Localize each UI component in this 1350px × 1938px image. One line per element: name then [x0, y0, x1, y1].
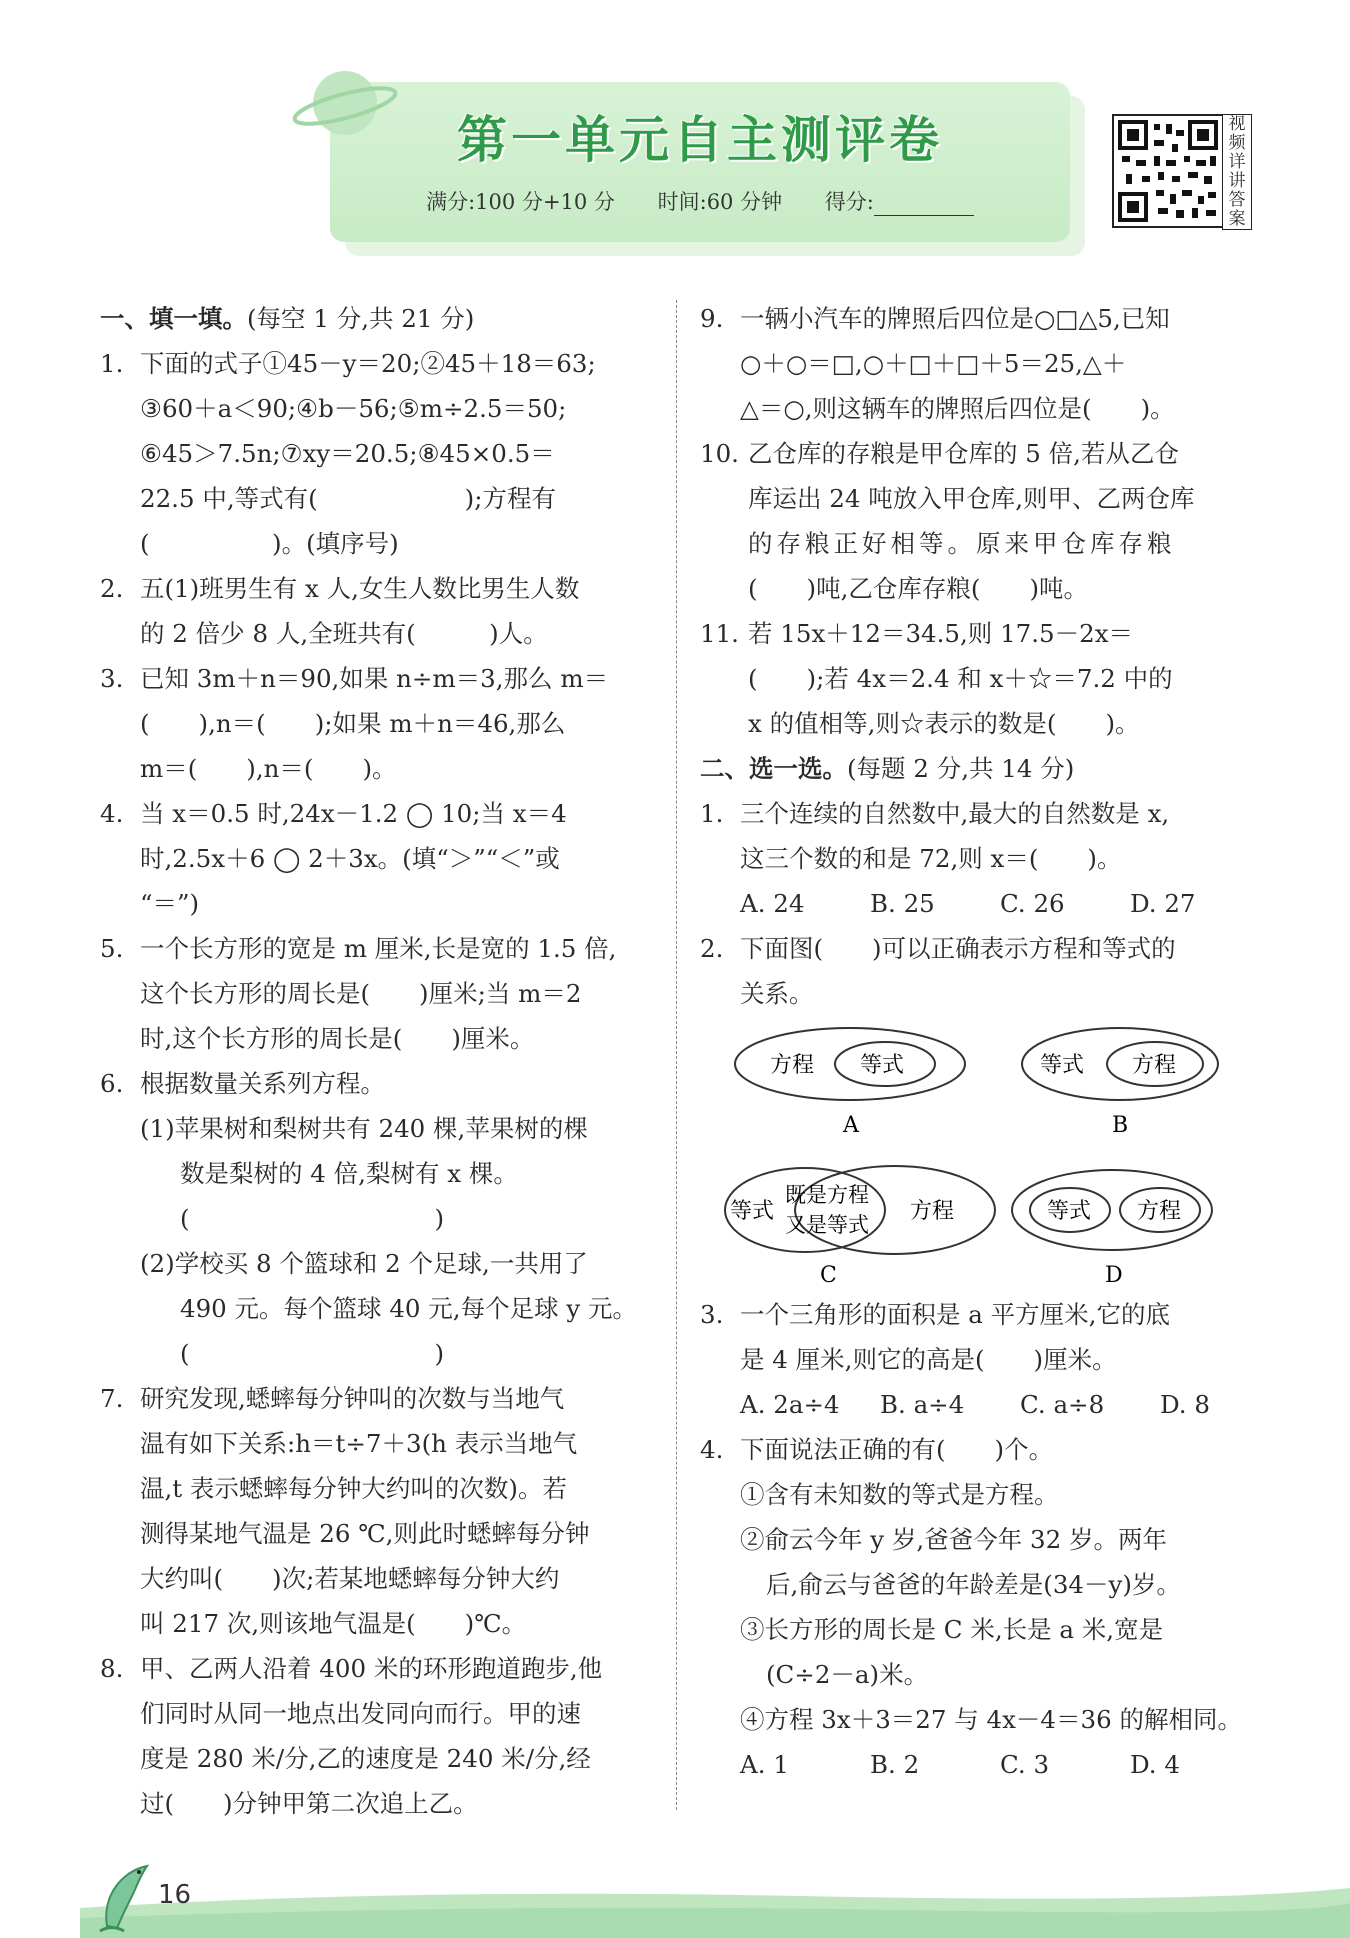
question-number: 1. — [700, 799, 724, 828]
section-1-title: 一、填一填。 — [100, 304, 247, 333]
dolphin-icon — [92, 1856, 162, 1936]
question-line: 的 2 倍少 8 人,全班共有( )人。 — [140, 619, 548, 648]
question-4 — [100, 791, 660, 926]
diagram-c-overlap-line-1: 既是方程 — [785, 1183, 869, 1207]
option-c[interactable]: C. 3 — [1000, 1750, 1050, 1779]
answer-blank[interactable]: ( ) — [180, 1339, 445, 1368]
statement-1: ①含有未知数的等式是方程。 — [740, 1480, 1059, 1509]
question-line: 已知 3m＋n＝90,如果 n÷m＝3,那么 m＝ — [140, 664, 609, 693]
diagram-a[interactable] — [735, 1028, 965, 1138]
question-1 — [100, 341, 660, 566]
question-line: △＝○,则这辆车的牌照后四位是( )。 — [740, 394, 1175, 423]
question-number: 1. — [100, 349, 124, 378]
question-line: 时,2.5x＋6 ◯ 2＋3x。(填“＞”“＜”或 — [140, 844, 560, 873]
page-title: 第一单元自主测评卷 — [457, 111, 943, 169]
choice-1 — [700, 791, 1260, 881]
choice-1-options — [700, 881, 1260, 926]
option-d[interactable]: D. 27 — [1130, 889, 1196, 918]
question-line: ( )。(填序号) — [140, 529, 399, 558]
question-line: ( )吨,乙仓库存粮( )吨。 — [748, 574, 1089, 603]
option-d[interactable]: D. 4 — [1130, 1750, 1180, 1779]
section-1-heading — [100, 296, 660, 341]
option-b[interactable]: B. 2 — [870, 1750, 920, 1779]
qr-code-icon[interactable] — [1112, 114, 1224, 228]
statement-3: ③长方形的周长是 C 米,长是 a 米,宽是 — [740, 1615, 1164, 1644]
diagram-c-right-label: 方程 — [910, 1199, 955, 1224]
question-line: 过( )分钟甲第二次追上乙。 — [140, 1789, 478, 1818]
exam-meta — [330, 186, 1070, 216]
right-column — [700, 296, 1260, 1787]
question-line: 490 元。每个篮球 40 元,每个足球 y 元。 — [180, 1294, 638, 1323]
option-a[interactable]: A. 2a÷4 — [740, 1390, 840, 1419]
diagram-a-inner-label: 等式 — [860, 1053, 905, 1078]
choice-2 — [700, 926, 1260, 1016]
question-line: 度是 280 米/分,乙的速度是 240 米/分,经 — [140, 1744, 591, 1773]
question-line: x 的值相等,则☆表示的数是( )。 — [748, 709, 1140, 738]
question-line: 是 4 厘米,则它的高是( )厘米。 — [740, 1345, 1117, 1374]
question-10 — [700, 431, 1260, 611]
section-2-title: 二、选一选。 — [700, 754, 847, 783]
question-line: ③60＋a＜90;④b－56;⑤m÷2.5＝50; — [140, 394, 567, 423]
page-number: 16 — [158, 1880, 192, 1910]
diagram-c-left-label: 等式 — [730, 1199, 775, 1224]
question-line: 数是梨树的 4 倍,梨树有 x 棵。 — [180, 1159, 518, 1188]
diagram-d-left-label: 等式 — [1047, 1199, 1092, 1224]
question-line: 五(1)班男生有 x 人,女生人数比男生人数 — [140, 574, 580, 603]
diagram-b-inner-label: 方程 — [1132, 1053, 1177, 1078]
question-line: 一辆小汽车的牌照后四位是○□△5,已知 — [740, 304, 1170, 333]
score-field — [825, 190, 974, 214]
option-d[interactable]: D. 8 — [1160, 1390, 1210, 1419]
question-line: 叫 217 次,则该地气温是( )℃。 — [140, 1609, 527, 1638]
question-line: (1)苹果树和梨树共有 240 棵,苹果树的棵 — [140, 1114, 588, 1143]
option-c[interactable]: C. 26 — [1000, 889, 1065, 918]
question-number: 2. — [700, 934, 724, 963]
column-divider — [676, 300, 677, 1810]
question-3 — [100, 656, 660, 791]
question-line: ⑥45＞7.5n;⑦xy＝20.5;⑧45×0.5＝ — [140, 439, 555, 468]
question-number: 4. — [100, 799, 124, 828]
question-number: 3. — [700, 1300, 724, 1329]
question-line: 这三个数的和是 72,则 x＝( )。 — [740, 844, 1122, 873]
question-number: 10. — [700, 439, 739, 468]
question-line: 下面图( )可以正确表示方程和等式的 — [740, 934, 1176, 963]
question-line: 若 15x＋12＝34.5,则 17.5－2x＝ — [748, 619, 1134, 648]
question-number: 5. — [100, 934, 124, 963]
question-line: ○＋○＝□,○＋□＋□＋5＝25,△＋ — [740, 349, 1127, 378]
option-a[interactable]: A. 24 — [740, 889, 805, 918]
question-line: 温有如下关系:h＝t÷7＋3(h 表示当地气 — [140, 1429, 578, 1458]
question-line: 甲、乙两人沿着 400 米的环形跑道跑步,他 — [140, 1654, 603, 1683]
question-line: 三个连续的自然数中,最大的自然数是 x, — [740, 799, 1170, 828]
question-line: 下面说法正确的有( )个。 — [740, 1435, 1054, 1464]
question-number: 11. — [700, 619, 739, 648]
question-line: 一个长方形的宽是 m 厘米,长是宽的 1.5 倍, — [140, 934, 617, 963]
qr-caption: 视频详讲答案 — [1222, 114, 1252, 230]
option-b[interactable]: B. 25 — [870, 889, 935, 918]
option-a[interactable]: A. 1 — [740, 1750, 789, 1779]
full-score: 满分:100 分+10 分 — [426, 190, 615, 214]
question-line: m＝( ),n＝( )。 — [140, 754, 397, 783]
question-line: 们同时从同一地点出发同向而行。甲的速 — [140, 1699, 581, 1728]
question-line: 下面的式子①45－y＝20;②45＋18＝63; — [140, 349, 596, 378]
choice-4-options — [700, 1742, 1260, 1787]
question-8 — [100, 1646, 660, 1826]
diagram-b[interactable] — [1022, 1028, 1218, 1138]
choice-3-options — [700, 1382, 1260, 1427]
statement-3-cont: (C÷2－a)米。 — [766, 1660, 929, 1689]
question-number: 9. — [700, 304, 724, 333]
diagram-c-label: C — [820, 1263, 837, 1288]
question-line: (2)学校买 8 个篮球和 2 个足球,一共用了 — [140, 1249, 588, 1278]
question-line: 测得某地气温是 26 ℃,则此时蟋蟀每分钟 — [140, 1519, 590, 1548]
answer-blank[interactable]: ( ) — [180, 1204, 445, 1233]
score-label: 得分: — [824, 190, 874, 214]
question-line: 这个长方形的周长是( )厘米;当 m＝2 — [140, 979, 582, 1008]
question-5 — [100, 926, 660, 1061]
score-blank — [874, 197, 974, 216]
question-2 — [100, 566, 660, 656]
diagram-d-right-label: 方程 — [1137, 1199, 1182, 1224]
choice-3 — [700, 1292, 1260, 1382]
question-number: 7. — [100, 1384, 124, 1413]
question-line: 一个三角形的面积是 a 平方厘米,它的底 — [740, 1300, 1170, 1329]
question-line: 当 x＝0.5 时,24x－1.2 ◯ 10;当 x＝4 — [140, 799, 567, 828]
question-number: 3. — [100, 664, 124, 693]
question-number: 8. — [100, 1654, 124, 1683]
title-banner — [330, 82, 1070, 242]
diagram-b-outer-label: 等式 — [1040, 1053, 1085, 1078]
statement-2-cont: 后,俞云与爸爸的年龄差是(34－y)岁。 — [766, 1570, 1181, 1599]
planet-icon — [290, 58, 410, 148]
diagram-d-label: D — [1105, 1263, 1123, 1288]
question-line: 关系。 — [740, 979, 814, 1008]
question-line: 温,t 表示蟋蟀每分钟大约叫的次数)。若 — [140, 1474, 567, 1503]
left-column — [100, 296, 660, 1826]
question-line: 乙仓库的存粮是甲仓库的 5 倍,若从乙仓 — [748, 439, 1179, 468]
diagram-a-label: A — [843, 1113, 859, 1138]
section-2-points: (每题 2 分,共 14 分) — [847, 754, 1075, 783]
diagram-c[interactable] — [725, 1166, 995, 1288]
question-line: 大约叫( )次;若某地蟋蟀每分钟大约 — [140, 1564, 560, 1593]
statement-4: ④方程 3x＋3＝27 与 4x－4＝36 的解相同。 — [740, 1705, 1242, 1734]
question-line: 22.5 中,等式有( );方程有 — [140, 484, 556, 513]
question-7 — [100, 1376, 660, 1646]
question-line: 的存粮正好相等。原来甲仓库存粮 — [748, 529, 1176, 558]
question-line: 库运出 24 吨放入甲仓库,则甲、乙两仓库 — [748, 484, 1195, 513]
question-number: 4. — [700, 1435, 724, 1464]
section-1-points: (每空 1 分,共 21 分) — [247, 304, 475, 333]
question-line: 时,这个长方形的周长是( )厘米。 — [140, 1024, 535, 1053]
statement-2: ②俞云今年 y 岁,爸爸今年 32 岁。两年 — [740, 1525, 1167, 1554]
question-11 — [700, 611, 1260, 746]
diagram-d[interactable] — [1012, 1170, 1212, 1288]
option-c[interactable]: C. a÷8 — [1020, 1390, 1105, 1419]
question-6 — [100, 1061, 660, 1376]
footer-wave — [0, 1848, 1350, 1938]
diagram-a-outer-label: 方程 — [770, 1053, 815, 1078]
section-2-heading — [700, 746, 1260, 791]
question-number: 2. — [100, 574, 124, 603]
option-b[interactable]: B. a÷4 — [880, 1390, 965, 1419]
time-limit: 时间:60 分钟 — [657, 190, 783, 214]
question-line: 研究发现,蟋蟀每分钟叫的次数与当地气 — [140, 1384, 565, 1413]
venn-diagrams — [700, 1022, 1260, 1292]
question-number: 6. — [100, 1069, 124, 1098]
choice-4 — [700, 1427, 1260, 1742]
question-line: ( ),n＝( );如果 m＋n＝46,那么 — [140, 709, 566, 738]
diagram-b-label: B — [1112, 1113, 1129, 1138]
question-line: 根据数量关系列方程。 — [140, 1069, 385, 1098]
question-9 — [700, 296, 1260, 431]
question-line: “＝”) — [140, 889, 200, 918]
diagram-c-overlap-line-2: 又是等式 — [785, 1213, 869, 1237]
question-line: ( );若 4x＝2.4 和 x＋☆＝7.2 中的 — [748, 664, 1173, 693]
